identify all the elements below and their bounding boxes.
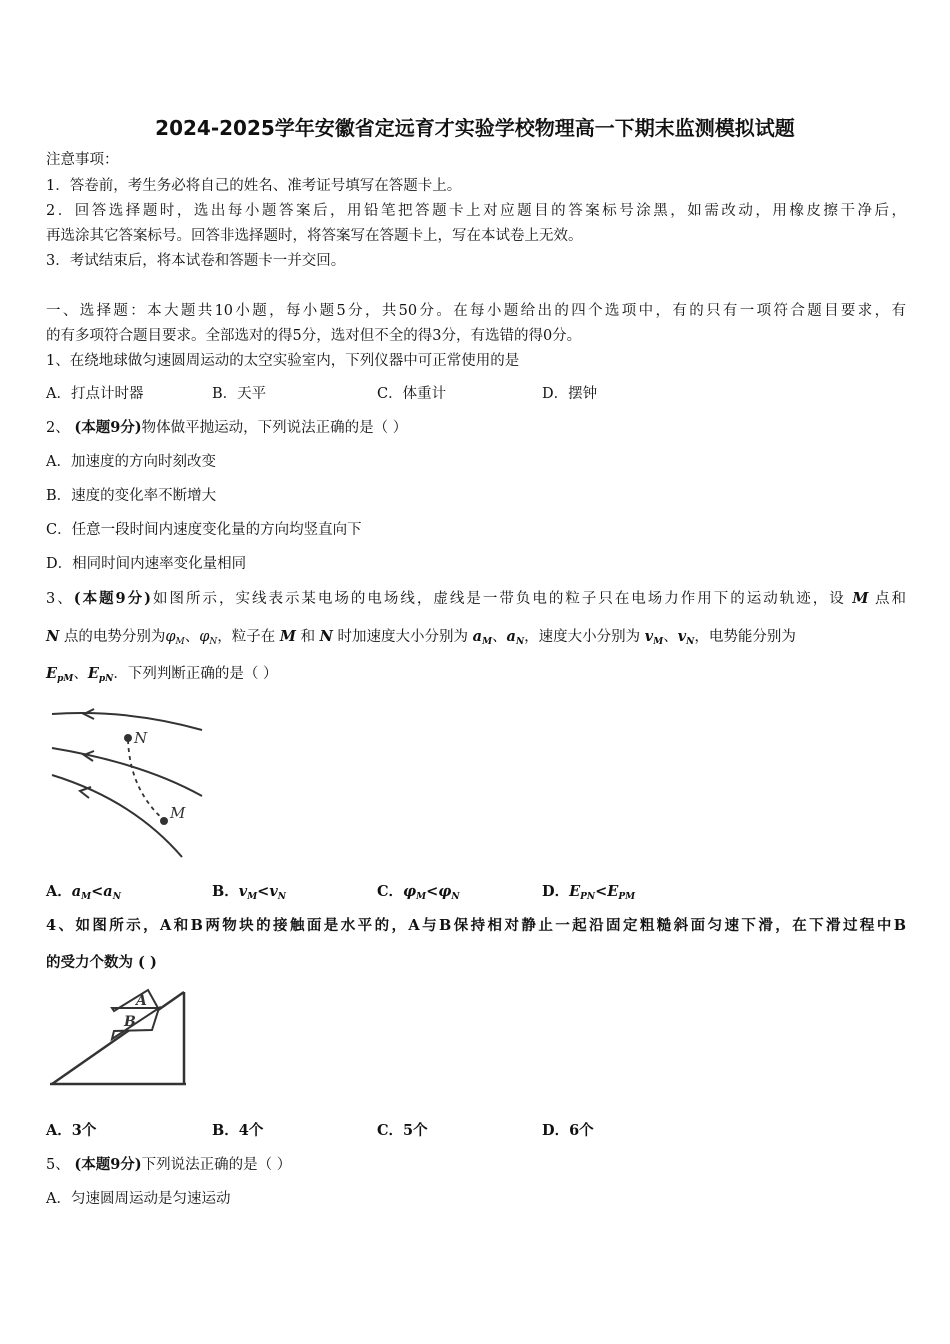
q2-option-a: A．加速度的方向时刻改变: [46, 454, 216, 470]
q3-text-3: 点的电势分别为: [63, 629, 166, 645]
q2-number: 2、: [46, 420, 70, 436]
q2-points-tag: (本题9分): [74, 419, 142, 436]
label-a: A: [136, 993, 147, 1009]
label-b: B: [124, 1014, 136, 1030]
notice-item-3: 3．考试结束后，将本试卷和答题卡一并交回。: [46, 253, 346, 269]
q5-points-tag: (本题9分): [74, 1156, 142, 1173]
point-m-dot: [160, 817, 168, 825]
q1-option-a: A．打点计时器: [46, 386, 144, 402]
q1-option-d: D．摆钟: [542, 386, 598, 402]
q3-stem-line1: [46, 590, 906, 608]
q3-a-m: $a_M$: [472, 628, 493, 647]
q3-phi-n: $\varphi_N$: [199, 629, 218, 647]
point-n-dot: [124, 734, 132, 742]
q1-option-b: B．天平: [212, 386, 267, 402]
q3-e-pm: $E_{pM}$: [46, 665, 74, 684]
q4-option-b: B．4个: [212, 1122, 264, 1139]
incline-slope: [52, 992, 184, 1084]
q3-var-m: M: [852, 590, 869, 607]
q4-stem-line1: 4、如图所示，A和B两物块的接触面是水平的，A与B保持相对静止一起沿固定粗糙斜面匀速下滑，在下滑过程中B: [46, 917, 906, 934]
q3-var-n: N: [46, 628, 60, 645]
q4-option-a: A．3个: [46, 1122, 97, 1139]
q3-electric-field-figure: [48, 700, 208, 862]
q1-stem: 1、在绕地球做匀速圆周运动的太空实验室内，下列仪器中可正常使用的是: [46, 353, 520, 369]
q3-stem-line3: [46, 665, 278, 688]
label-m: M: [170, 804, 186, 822]
q2-stem: [46, 419, 407, 437]
notice-item-2a: 2．回答选择题时，选出每小题答案后，用铅笔把答题卡上对应题目的答案标号涂黑，如需改动，用橡皮擦干净后，: [46, 203, 906, 219]
q3-text-9: ．下列判断正确的是（ ）: [113, 666, 278, 682]
label-n: N: [134, 729, 148, 747]
field-arrow-3: [80, 787, 91, 798]
q3-a-n: $a_N$: [506, 628, 525, 647]
field-line-3: [52, 775, 182, 857]
field-line-1: [52, 713, 202, 730]
q5-stem: [46, 1156, 291, 1174]
q3-option-d: D．$E_{PN}<E_{PM}$: [542, 883, 636, 902]
q3-option-a: A．$a_M<a_N$: [46, 883, 121, 902]
notice-item-2b: 再选涂其它答案标号。回答非选择题时，将答案写在答题卡上，写在本试卷上无效。: [46, 228, 583, 244]
q3-e-pn: $E_{pN}$: [87, 665, 114, 684]
q3-text-8: ，电势能分别为: [694, 629, 796, 645]
q5-stem-text: 下列说法正确的是（ ）: [141, 1157, 292, 1173]
q3-text-4: ，粒子在: [217, 629, 276, 645]
q2-stem-text: 物体做平抛运动，下列说法正确的是（ ）: [141, 420, 408, 436]
q5-option-a: A．匀速圆周运动是匀速运动: [46, 1191, 231, 1207]
q5-number: 5、: [46, 1157, 70, 1173]
q3-number: 3、: [46, 591, 74, 607]
q4-stem-line2: 的受力个数为 ( ): [46, 954, 157, 971]
notice-heading: 注意事项：: [46, 152, 119, 168]
notice-item-1: 1．答卷前，考生务必将自己的姓名、准考证号填写在答题卡上。: [46, 178, 462, 194]
q3-text-5: 和: [300, 629, 316, 645]
q2-option-b: B．速度的变化率不断增大: [46, 488, 217, 504]
q3-sep-2: 、: [492, 629, 507, 645]
q3-var-n-2: N: [319, 628, 333, 645]
q3-v-m: $v_M$: [644, 628, 664, 647]
q1-option-c: C．体重计: [377, 386, 447, 402]
q3-option-b: B．$v_M<v_N$: [212, 883, 286, 902]
q3-text-6: 时加速度大小分别为: [337, 629, 469, 645]
particle-trajectory: [128, 740, 164, 820]
q3-sep-3: 、: [663, 629, 678, 645]
section-intro-line1: 一、选择题：本大题共10小题，每小题5分，共50分。在每小题给出的四个选项中，有的只有一项符合题目要求，有: [46, 303, 906, 319]
q4-option-d: D．6个: [542, 1122, 594, 1139]
page-title: 2024-2025学年安徽省定远育才实验学校物理高一下期末监测模拟试题: [155, 116, 795, 140]
field-line-2: [52, 748, 202, 796]
section-intro-line2: 的有多项符合题目要求。全部选对的得5分，选对但不全的得3分，有选错的得0分。: [46, 328, 582, 344]
q3-text-1: 如图所示，实线表示某电场的电场线，虚线是一带负电的粒子只在电场力作用下的运动轨迹，设: [151, 591, 846, 607]
q3-var-m-2: M: [279, 628, 296, 645]
q3-sep-4: 、: [73, 666, 88, 682]
q3-stem-line2: [46, 628, 796, 651]
q3-text-7: ，速度大小分别为: [524, 629, 641, 645]
q3-sep-1: 、: [184, 629, 200, 645]
q3-v-n: $v_N$: [677, 628, 695, 647]
q3-text-2: 点和: [875, 591, 907, 607]
q3-phi-m: $\varphi_M$: [165, 629, 185, 647]
q2-option-c: C．任意一段时间内速度变化量的方向均竖直向下: [46, 522, 362, 538]
q4-incline-figure: [48, 984, 190, 1092]
q3-points-tag: (本题9分): [73, 590, 151, 607]
q4-option-c: C．5个: [377, 1122, 428, 1139]
q3-option-c: C．$\varphi_M<\varphi_N$: [377, 883, 460, 902]
q2-option-d: D．相同时间内速率变化量相同: [46, 556, 247, 572]
